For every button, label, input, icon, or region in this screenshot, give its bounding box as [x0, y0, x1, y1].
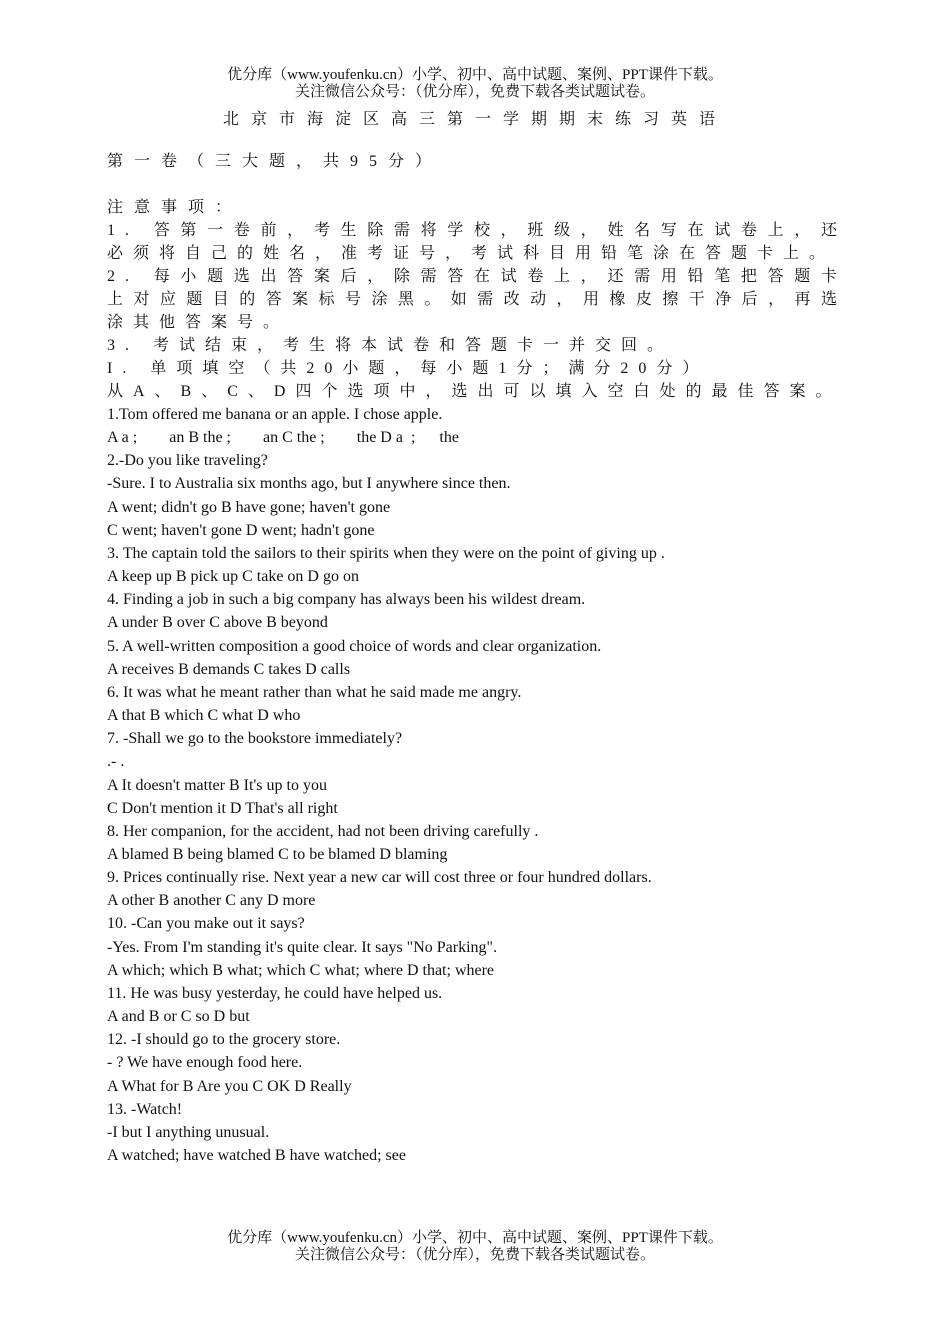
part1-instruction: 从A、B、C、D四个选项中，选出可以填入空白处的最佳答案。 [107, 383, 842, 400]
option-line: A watched; have watched B have watched; see [107, 1147, 406, 1164]
footer-line-2: 关注微信公众号：（优分库），免费下载各类试题试卷。 [294, 1247, 655, 1263]
part1-heading: I. 单项填空（共20小题，每小题1分；满分20分） [107, 360, 709, 377]
option-line: A and B or C so D but [107, 1008, 250, 1026]
exam-title: 北京市海淀区高三第一学期期末练习英语 [222, 111, 727, 128]
notice-item-1: 1. 答第一卷前，考生除需将学校，班级，姓名写在试卷上，还必须将自己的姓名，准考证号，考试科目用铅笔涂在答题卡上。 [107, 222, 847, 262]
option-line: C Don't mention it D That's all right [107, 799, 338, 817]
option-line: A under B over C above B beyond [107, 614, 328, 632]
option-line: A keep up B pick up C take on D go on [107, 568, 359, 586]
question-line: 13. -Watch! [107, 1100, 183, 1118]
question-line: 10. -Can you make out it says? [107, 915, 305, 933]
option-line: A a ; an B the ; an C the ; the D a ; the [107, 429, 459, 447]
option-line: A went; didn't go B have gone; haven't gone [107, 498, 391, 516]
option-line: A receives B demands C takes D calls [107, 660, 351, 678]
question-line: 7. -Shall we go to the bookstore immediately? [107, 730, 403, 748]
question-line: 2.-Do you like traveling? [107, 452, 268, 470]
question-line: 8. Her companion, for the accident, had not been driving carefully . [107, 822, 539, 840]
question-line: 4. Finding a job in such a big company has always been his wildest dream. [107, 591, 586, 609]
question-line: 1.Tom offered me banana or an apple. I chose apple. [107, 406, 443, 423]
question-line: 6. It was what he meant rather than what he said made me angry. [107, 683, 522, 701]
question-line: -I but I anything unusual. [107, 1123, 270, 1141]
question-line: 9. Prices continually rise. Next year a new car will cost three or four hundred dollars. [107, 869, 652, 887]
header-line-2: 关注微信公众号：（优分库），免费下载各类试题试卷。 [294, 84, 655, 100]
question-line: 12. -I should go to the grocery store. [107, 1031, 341, 1049]
question-line: - ? We have enough food here. [107, 1054, 303, 1072]
section-title: 第一卷（三大题，共95分） [107, 153, 443, 170]
question-line: 11. He was busy yesterday, he could have helped us. [107, 984, 443, 1002]
option-line: A blamed B being blamed C to be blamed D blaming [107, 845, 448, 863]
notice-item-3: 3. 考试结束，考生将本试卷和答题卡一并交回。 [107, 337, 674, 354]
option-line: A which; which B what; which C what; where D that; where [107, 961, 495, 979]
option-line: A It doesn't matter B It's up to you [107, 776, 327, 794]
question-line: 5. A well-written composition a good choice of words and clear organization. [107, 637, 602, 655]
question-line: .- . [107, 753, 125, 771]
exam-content [107, 150, 847, 1167]
page-footer [0, 1230, 950, 1264]
question-line: -Sure. I to Australia six months ago, but I anywhere since then. [107, 475, 511, 493]
option-line: A other B another C any D more [107, 892, 316, 910]
option-line: C went; haven't gone D went; hadn't gone [107, 521, 375, 539]
notice-heading: 注意事项： [107, 199, 243, 216]
option-line: A What for B Are you C OK D Really [107, 1077, 352, 1095]
option-line: A that B which C what D who [107, 707, 301, 725]
question-line: 3. The captain told the sailors to their spirits when they were on the point of giving up . [107, 544, 665, 562]
header-line-1: 优分库（www.youfenku.cn）小学、初中、高中试题、案例、PPT课件下载。 [227, 67, 723, 83]
notice-item-2: 2. 每小题选出答案后，除需答在试卷上，还需用铅笔把答题卡上对应题目的答案标号涂黑。如需改动，用橡皮擦干净后，再选涂其他答案号。 [107, 268, 847, 331]
question-line: -Yes. From I'm standing it's quite clear. It says "No Parking". [107, 938, 498, 956]
footer-line-1: 优分库（www.youfenku.cn）小学、初中、高中试题、案例、PPT课件下载。 [227, 1230, 723, 1246]
page-header [0, 67, 950, 101]
